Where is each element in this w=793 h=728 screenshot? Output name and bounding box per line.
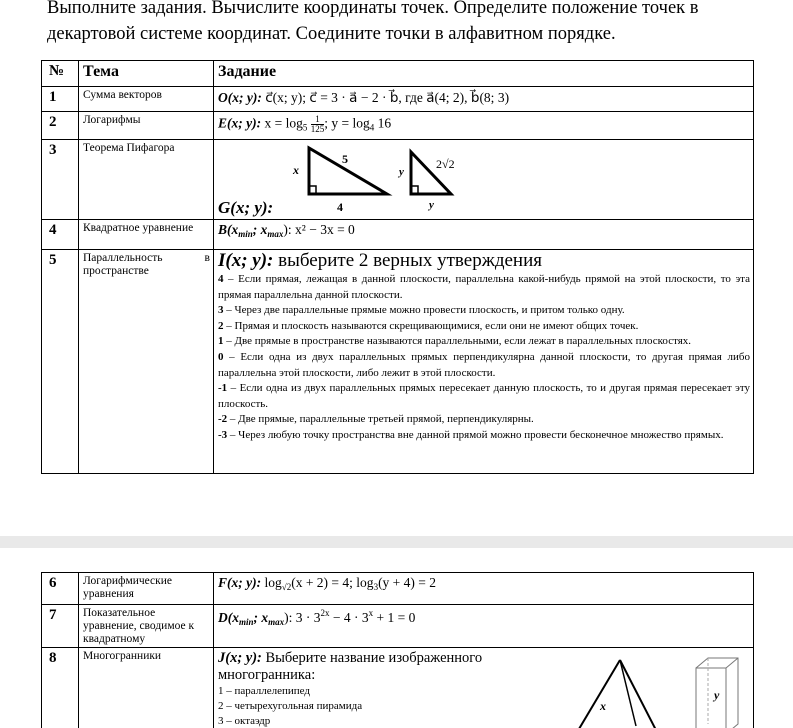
triangle-2 (397, 152, 455, 211)
header-task: Задание (214, 61, 754, 87)
table-row (42, 140, 754, 220)
header-num: № (42, 61, 79, 87)
tri1-base-label: 4 (337, 200, 343, 214)
intro-text: Выполните задания. Вычислите координаты точек. Определите положение точек в декартовой системе координат. Соедините точки в алфавитном порядке. (47, 0, 699, 44)
table-row (42, 220, 754, 250)
pyramid-edge (620, 660, 636, 726)
tasks-table-part1 (41, 60, 754, 474)
fraction-denominator: 125 (310, 124, 325, 134)
formula-part: x = log (264, 115, 303, 131)
table-header-row (42, 61, 754, 87)
table-row (42, 87, 754, 112)
table-row (42, 605, 754, 648)
statement: -1 – Если одна из двух параллельных прямых пересекает данную плоскость, то и другая прямая пересекает эту плоскость. (218, 382, 750, 410)
row-task: F(x; y): $\log_{√2}(x + 2) = 4$; $\log_3(y + 4) = 2$ (214, 573, 754, 605)
row-number: 3 (42, 140, 79, 220)
point-label: J(x; y): (218, 650, 262, 666)
option: 1 – параллелепипед (218, 685, 310, 697)
statement: 1 – Две прямые в пространстве называются параллельными, если лежат в параллельных плоскостях. (218, 335, 692, 348)
log-base: 4 (369, 122, 375, 133)
option: 2 – четырехугольная пирамида (218, 700, 363, 712)
tri2-hyp-label: 2√2 (436, 157, 455, 171)
row-number: 6 (42, 573, 79, 605)
triangle-1 (292, 148, 387, 214)
row-topic: Параллельность в пространстве (79, 250, 214, 474)
option: 3 – октаэдр (218, 715, 271, 727)
log-base: 5 (302, 122, 308, 133)
row-topic: Логарифмы (79, 112, 214, 140)
task-formula: $3 \cdot 3^{2x} - 4 \cdot 3^x + 1 = 0$ (295, 608, 416, 625)
statement-list (218, 272, 750, 444)
statement: 4 – Если прямая, лежащая в данной плоскости, параллельна какой-нибудь прямой на этой плоскости, то эта прямая параллельна данной плоскости. (218, 273, 750, 301)
tasks-table-part2 (41, 572, 754, 728)
tri1-leg-label: x (293, 163, 299, 177)
statement: -3 – Через любую точку пространства вне данной прямой можно провести бесконечное множество прямых. (218, 428, 724, 441)
row-topic: Квадратное уравнение (79, 220, 214, 250)
statement: 0 – Если одна из двух параллельных прямых перпендикулярна данной плоскости, то другая прямая либо параллельна этой плоскости, либо лежит в этой плоскости. (218, 350, 750, 379)
prism-front (696, 668, 726, 728)
table-row (42, 648, 754, 728)
row-number: 1 (42, 87, 79, 112)
pyramid (576, 660, 658, 728)
row-topic: Логарифмические уравнения (79, 573, 214, 605)
row-task (214, 140, 754, 220)
prism-label: y (714, 688, 720, 702)
point-label: E(x; y): (218, 115, 262, 131)
row-task (214, 87, 754, 112)
tri2-base-label: y (429, 199, 434, 211)
row-topic: Многогранники (79, 648, 214, 728)
point-label: $B(x_{min}$; $x_{max}$ (218, 222, 284, 239)
row-number: 4 (42, 220, 79, 250)
header-topic: Тема (79, 61, 214, 87)
formula-part: 16 (374, 115, 392, 131)
row-task (214, 250, 754, 474)
pyramid-label: x (600, 699, 606, 713)
prism-edge (726, 658, 738, 668)
row-task (214, 648, 754, 728)
row-topic: Теорема Пифагора (79, 140, 214, 220)
point-label: O(x; y): (218, 90, 262, 105)
task-lead: I(x; y): выберите 2 верных утверждения (218, 250, 543, 271)
row-topic: Показательное уравнение, сводимое к квадратному (79, 605, 214, 648)
document-page-2 (0, 548, 793, 728)
statement: -2 – Две прямые, параллельные третьей прямой, перпендикулярны. (218, 413, 534, 426)
row-number: 5 (42, 250, 79, 474)
row-number: 8 (42, 648, 79, 728)
fraction-numerator: 1 (311, 115, 325, 125)
formula-part: ; y = log (324, 115, 370, 131)
point-label: F(x; y): (218, 575, 262, 590)
row-task: $D(x_{min}$; $x_{max}$): $3 \cdot 3^{2x} - 4 \cdot 3^x + 1 = 0$ (214, 605, 754, 648)
task-formula: c⃗(x; y); c⃗ = 3 · a⃗ − 2 · b⃗, где a⃗(4; 2), b⃗(8; 3) (265, 90, 510, 105)
task-formula: x² − 3x = 0 (295, 222, 355, 237)
polyhedra-figure (566, 654, 754, 728)
statement: 2 – Прямая и плоскость называются скрещивающимися, если они не имеют общих точек. (218, 319, 639, 332)
triangles-figure (284, 142, 544, 218)
row-topic: Сумма векторов (79, 87, 214, 112)
table-row (42, 250, 754, 474)
tri2-leg-label: y (399, 166, 404, 178)
pyramid-edge (620, 660, 658, 728)
tri1-hyp-label: 5 (342, 152, 348, 166)
pyramid-edge (576, 660, 620, 728)
prism (696, 658, 738, 728)
row-number: 2 (42, 112, 79, 140)
row-task: $B(x_{min}$; $x_{max}$): x² − 3x = 0 (214, 220, 754, 250)
fraction (311, 115, 325, 134)
point-label: I(x; y): (218, 250, 274, 271)
point-label: G(x; y): (218, 198, 274, 217)
task-lead: J(x; y): Выберите название изображенного многогранника: (218, 650, 483, 683)
row-task (214, 112, 754, 140)
table-row (42, 112, 754, 140)
point-label: $D(x_{min}$; $x_{max}$ (218, 610, 285, 627)
table-row (42, 573, 754, 605)
statement: 3 – Через две параллельные прямые можно провести плоскость, и притом только одну. (218, 304, 625, 317)
triangle-1-shape (309, 148, 387, 194)
row-number: 7 (42, 605, 79, 648)
